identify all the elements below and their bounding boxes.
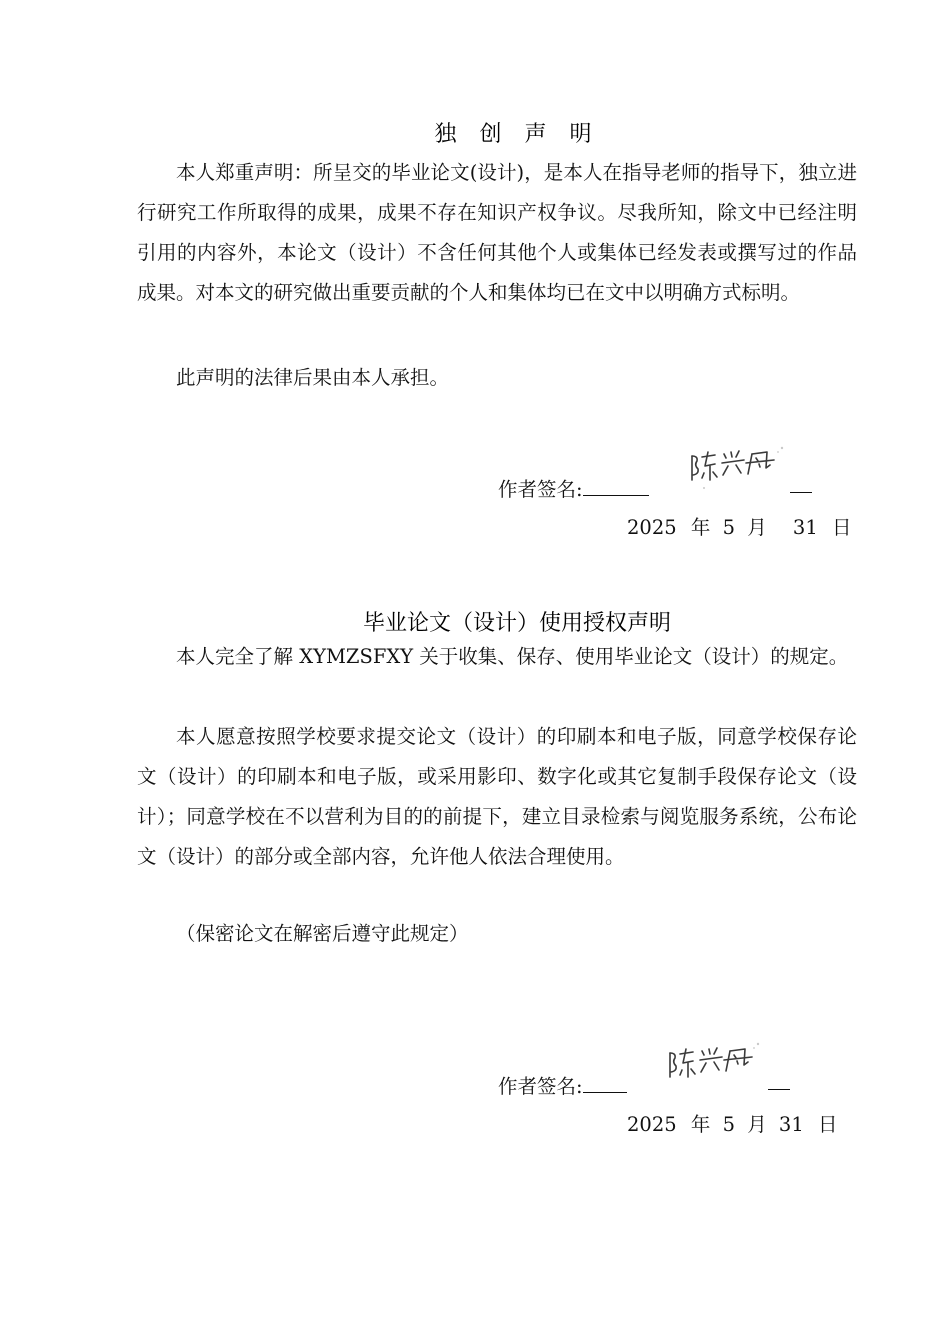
date-month-unit: 月 (747, 1113, 767, 1136)
date-year-unit: 年 (690, 516, 711, 539)
declaration-paragraph-1: 本人郑重声明：所呈交的毕业论文(设计)，是本人在指导老师的指导下，独立进行研究工作所取得的成果，成果不存在知识产权争议。尽我所知，除文中已经注明引用的内容外，本论文（设计）不含任何其他个人或集体已经发表或撰写过的作品成果。对本文的研究做出重要贡献的个人和集体均已在文中以明确方式标明。 (137, 161, 857, 304)
date-day: 31 (778, 1113, 804, 1136)
authorization-paragraph-3: （保密论文在解密后遵守此规定） (176, 922, 469, 945)
declaration-date (627, 512, 851, 540)
authorization-paragraph-2: 本人愿意按照学校要求提交论文（设计）的印刷本和电子版，同意学校保存论文（设计）的印刷本和电子版，或采用影印、数字化或其它复制手段保存论文（设计）；同意学校在不以营利为目的的前提下，建立目录检索与阅览服务系统，公布论文（设计）的部分或全部内容，允许他人依法合理使用。 (137, 725, 857, 868)
signature-underline (583, 1074, 627, 1093)
signature-underline-tail (790, 474, 812, 498)
signature-underline-tail (768, 1071, 790, 1095)
date-year: 2025 (627, 516, 677, 539)
date-year-unit: 年 (690, 1113, 711, 1136)
date-day-unit: 日 (817, 1113, 838, 1136)
declaration-signature-line (498, 474, 649, 502)
authorization-paragraph-1: 本人完全了解 XYMZSFXY 关于收集、保存、使用毕业论文（设计）的规定。 (176, 645, 849, 668)
date-year: 2025 (627, 1113, 677, 1136)
authorization-date (627, 1109, 837, 1137)
date-month: 5 (722, 1113, 735, 1136)
handwritten-signature (682, 442, 792, 496)
date-day-unit: 日 (831, 516, 852, 539)
date-day: 31 (792, 516, 818, 539)
handwritten-signature (660, 1039, 770, 1093)
authorization-title: 毕业论文（设计）使用授权声明 (362, 611, 671, 636)
date-month-unit: 月 (747, 516, 767, 539)
signature-underline (583, 477, 649, 496)
date-month: 5 (722, 516, 735, 539)
declaration-title: 独 创 声 明 (434, 122, 600, 147)
signature-label: 作者签名: (498, 478, 583, 501)
declaration-paragraph-2: 此声明的法律后果由本人承担。 (176, 366, 450, 389)
authorization-signature-line (498, 1071, 627, 1099)
signature-label: 作者签名: (498, 1075, 583, 1098)
